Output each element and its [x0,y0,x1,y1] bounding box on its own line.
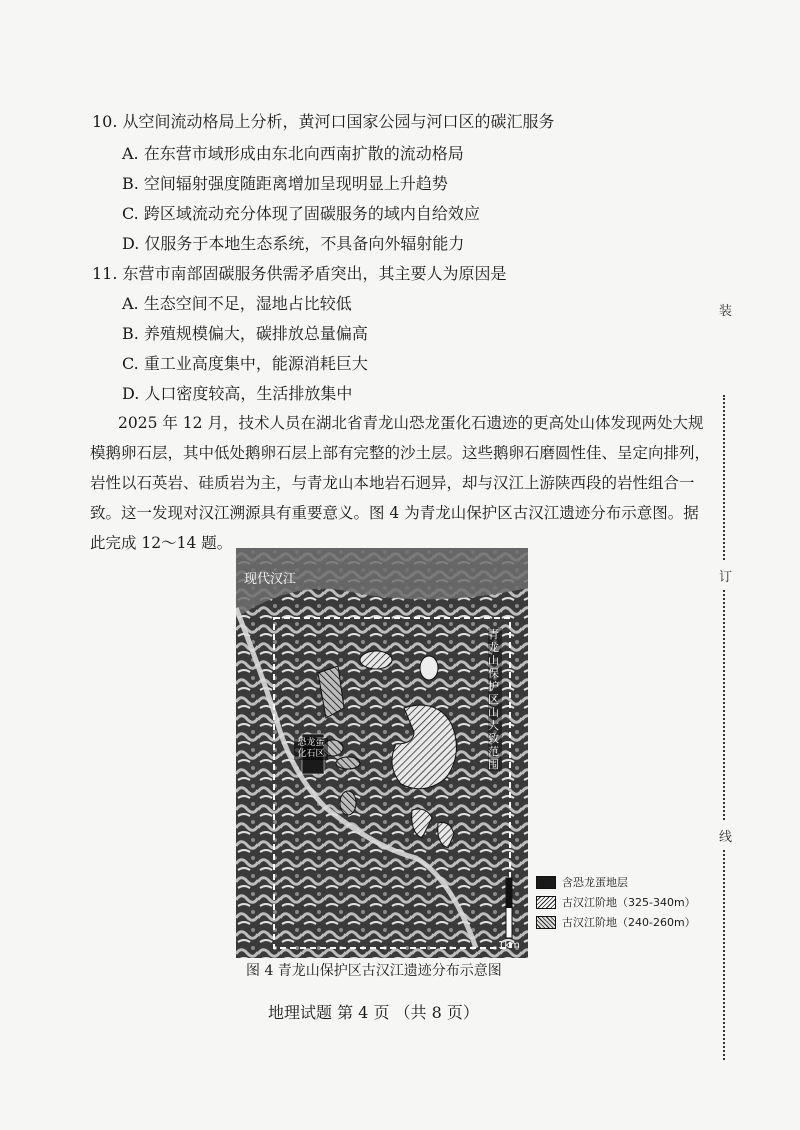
legend-swatch-solid [536,876,556,889]
legend-swatch-hatch-a [536,896,556,909]
fossil-area-label: 恐龙蛋化石区 [294,738,328,760]
map-legend [536,872,696,932]
legend-label: 古汉江阶地（240-260m） [562,916,696,929]
boundary-label: 青龙山保护区山大致范围 [488,628,502,771]
passage-line-5: 此完成 12～14 题。 [90,534,233,552]
binding-char-2: 订 [719,570,733,585]
legend-label: 含恐龙蛋地层 [562,876,628,889]
legend-item [536,892,696,912]
binding-char-3: 线 [719,830,733,845]
scale-label: 1km [498,940,520,951]
q11-option-c: C. 重工业高度集中，能源消耗巨大 [122,354,368,373]
map-image [236,548,528,958]
passage-line-4: 致。这一发现对汉江溯源具有重要意义。图 4 为青龙山保护区古汉江遗迹分布示意图。据 [90,504,699,522]
legend-swatch-hatch-b [536,916,556,929]
binding-dotted-line [723,395,725,560]
legend-item [536,872,696,892]
passage-line-3: 岩性以石英岩、硅质岩为主，与青龙山本地岩石迥异，却与汉江上游陕西段的岩性组合一 [90,474,695,492]
river-label: 现代汉江 [244,572,297,587]
q11-option-d: D. 人口密度较高，生活排放集中 [122,384,353,403]
q10-option-b: B. 空间辐射强度随距离增加呈现明显上升趋势 [122,174,448,193]
binding-char-1: 装 [719,304,733,319]
q11-option-a: A. 生态空间不足，湿地占比较低 [122,294,352,313]
question-11-stem: 11. 东营市南部固碳服务供需矛盾突出，其主要人为原因是 [92,264,507,283]
q10-option-d: D. 仅服务于本地生态系统，不具备向外辐射能力 [122,234,465,253]
question-10-stem: 10. 从空间流动格局上分析，黄河口国家公园与河口区的碳汇服务 [92,112,555,131]
figure-caption: 图 4 青龙山保护区古汉江遗迹分布示意图 [246,963,502,979]
page-footer: 地理试题 第 4 页 （共 8 页） [268,1003,479,1022]
binding-dotted-line [723,590,725,820]
binding-dotted-line [723,850,725,1060]
legend-item [536,912,696,932]
map-figure [236,548,528,958]
passage [90,408,710,558]
passage-line-2: 模鹅卵石层，其中低处鹅卵石层上部有完整的沙土层。这些鹅卵石磨圆性佳、呈定向排列， [90,444,711,462]
legend-label: 古汉江阶地（325-340m） [562,896,696,909]
q10-option-a: A. 在东营市域形成由东北向西南扩散的流动格局 [122,144,464,163]
q11-option-b: B. 养殖规模偏大，碳排放总量偏高 [122,324,368,343]
q10-option-c: C. 跨区域流动充分体现了固碳服务的域内自给效应 [122,204,480,223]
passage-line-1: 2025 年 12 月，技术人员在湖北省青龙山恐龙蛋化石遗迹的更高处山体发现两处大规 [118,414,704,432]
